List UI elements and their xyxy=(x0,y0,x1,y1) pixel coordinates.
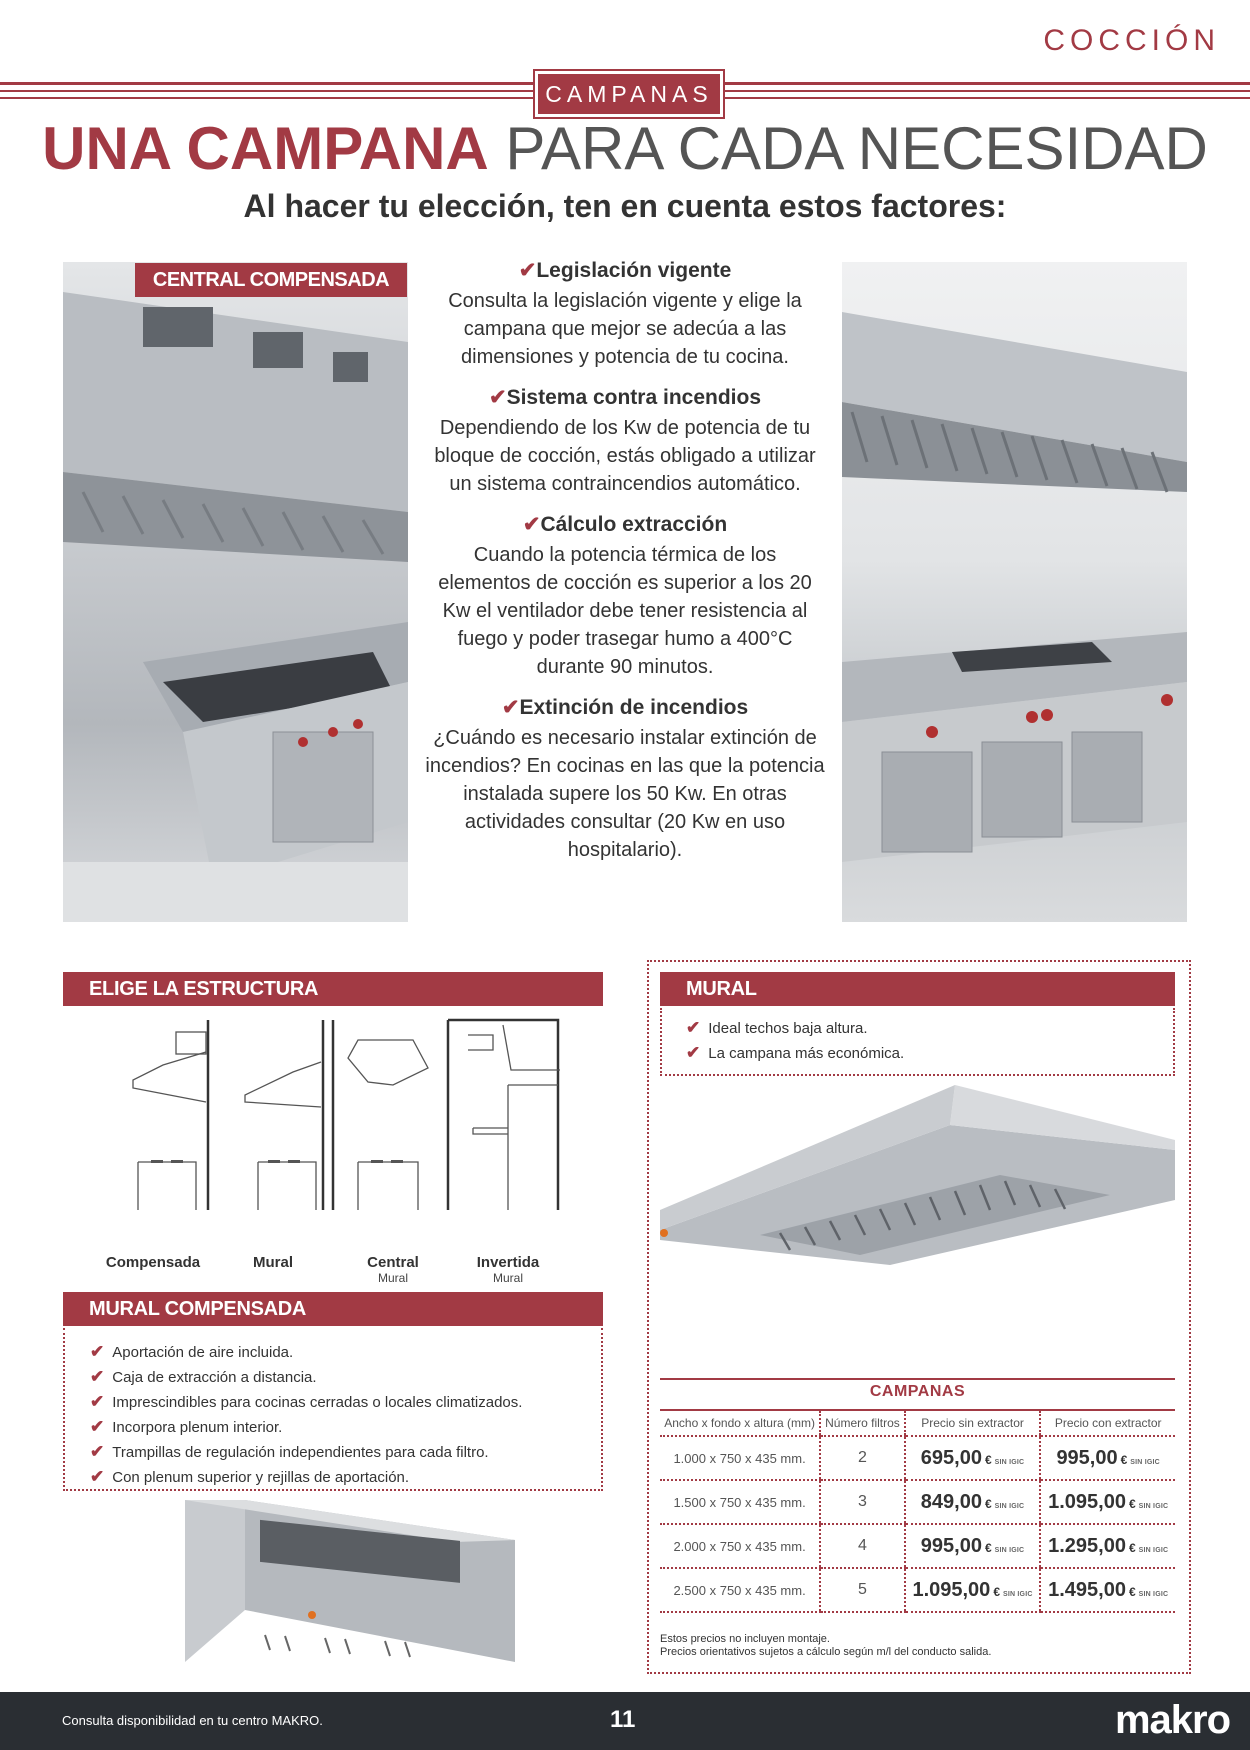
page-subheadline: Al hacer tu elección, ten en cuenta estos factores: xyxy=(243,188,1007,224)
mural-compensada-box xyxy=(63,1328,603,1491)
mural-title: MURAL xyxy=(660,972,1175,1006)
makro-logo: makro xyxy=(1114,1698,1230,1742)
mural-compensada-title: MURAL COMPENSADA xyxy=(63,1292,603,1326)
cell-price-con: 1.495,00 € SIN IGIC xyxy=(1040,1568,1175,1612)
col-header-size: Ancho x fondo x altura (mm) xyxy=(660,1410,820,1436)
photo-central-compensada xyxy=(63,262,408,922)
cell-size: 2.000 x 750 x 435 mm. xyxy=(660,1524,820,1568)
factor-title-text: Sistema contra incendios xyxy=(506,386,762,409)
list-item: ✔ Ideal techos baja altura. xyxy=(686,1018,868,1037)
table-row xyxy=(660,1524,1175,1568)
table-row xyxy=(660,1568,1175,1612)
cell-price-sin: 995,00 € SIN IGIC xyxy=(905,1524,1041,1568)
table-header-row xyxy=(660,1410,1175,1436)
cell-price-con: 1.295,00 € SIN IGIC xyxy=(1040,1524,1175,1568)
mural-features-box xyxy=(660,1008,1175,1076)
check-icon: ✔ xyxy=(90,1392,105,1411)
check-icon: ✔ xyxy=(90,1442,105,1461)
factors-list xyxy=(425,258,825,878)
photo-mural-compensada-hood xyxy=(185,1500,515,1662)
factor-text: Cuando la potencia térmica de los elementos de cocción es superior a los 20 Kw el ventilador debe tener resistencia al fuego y poder trasegar humo a 400°C durante 90 minutos. xyxy=(438,544,812,678)
check-icon: ✔ xyxy=(518,259,537,282)
cell-price-sin: 1.095,00 € SIN IGIC xyxy=(905,1568,1041,1612)
footer-note: Consulta disponibilidad en tu centro MAKRO. xyxy=(62,1713,323,1728)
photo-label: CENTRAL COMPENSADA xyxy=(135,263,407,297)
cell-size: 2.500 x 750 x 435 mm. xyxy=(660,1568,820,1612)
price-table xyxy=(660,1409,1175,1613)
check-icon: ✔ xyxy=(90,1417,105,1436)
cell-price-sin: 849,00 € SIN IGIC xyxy=(905,1480,1041,1524)
factor-title xyxy=(425,512,825,537)
factor-item xyxy=(425,258,825,371)
cell-filters: 4 xyxy=(820,1524,905,1568)
page-number: 11 xyxy=(610,1706,636,1733)
structure-diagram-svg xyxy=(63,1010,603,1210)
check-icon: ✔ xyxy=(522,513,541,536)
category-badge: CAMPANAS xyxy=(535,71,723,117)
structure-sublabel-central: Mural xyxy=(377,1271,408,1285)
table-row xyxy=(660,1480,1175,1524)
list-item: ✔ Caja de extracción a distancia. xyxy=(90,1367,317,1386)
page-headline xyxy=(0,114,1250,184)
headline-bold: UNA CAMPANA xyxy=(42,115,489,182)
check-icon: ✔ xyxy=(488,386,507,409)
list-item: ✔ Incorpora plenum interior. xyxy=(90,1417,283,1436)
structure-sublabel-invertida: Mural xyxy=(492,1271,523,1285)
page-footer xyxy=(0,1692,1250,1750)
factor-item xyxy=(425,695,825,864)
cell-price-con: 995,00 € SIN IGIC xyxy=(1040,1436,1175,1480)
check-icon: ✔ xyxy=(686,1018,701,1037)
note-line: Precios orientativos sujetos a cálculo según m/l del conducto salida. xyxy=(660,1646,992,1658)
cell-price-con: 1.095,00 € SIN IGIC xyxy=(1040,1480,1175,1524)
col-header-filters: Número filtros xyxy=(820,1410,905,1436)
list-item: ✔ Trampillas de regulación independientes para cada filtro. xyxy=(90,1442,489,1461)
cell-size: 1.500 x 750 x 435 mm. xyxy=(660,1480,820,1524)
note-line: Estos precios no incluyen montaje. xyxy=(660,1633,830,1645)
check-icon: ✔ xyxy=(686,1043,701,1062)
factor-title-text: Cálculo extracción xyxy=(540,513,728,536)
table-top-rule xyxy=(660,1378,1175,1380)
list-item: ✔ Con plenum superior y rejillas de aportación. xyxy=(90,1467,410,1486)
factor-title xyxy=(425,258,825,283)
cell-filters: 5 xyxy=(820,1568,905,1612)
table-notes xyxy=(660,1633,991,1659)
col-header-price-extractor: Precio con extractor xyxy=(1040,1410,1175,1436)
cell-filters: 2 xyxy=(820,1436,905,1480)
factor-title-text: Legislación vigente xyxy=(536,259,732,282)
factor-text: Dependiendo de los Kw de potencia de tu bloque de cocción, estás obligado a utilizar un sistema contraincendios automático. xyxy=(434,417,816,495)
col-header-price-no-extractor: Precio sin extractor xyxy=(905,1410,1041,1436)
table-row xyxy=(660,1436,1175,1480)
cell-price-sin: 695,00 € SIN IGIC xyxy=(905,1436,1041,1480)
factor-text: ¿Cuándo es necesario instalar extinción de incendios? En cocinas en las que la potencia instalada supere los 50 Kw. En otras actividades consultar (20 Kw en uso hospitalario). xyxy=(425,727,825,861)
check-icon: ✔ xyxy=(90,1367,105,1386)
estructura-title: ELIGE LA ESTRUCTURA xyxy=(63,972,603,1006)
cell-filters: 3 xyxy=(820,1480,905,1524)
list-item: ✔ Aportación de aire incluida. xyxy=(90,1342,294,1361)
check-icon: ✔ xyxy=(501,696,520,719)
factor-title-text: Extinción de incendios xyxy=(519,696,749,719)
structure-label-central: Central xyxy=(367,1254,419,1271)
mural-features xyxy=(662,1008,1173,1066)
factor-title xyxy=(425,695,825,720)
factor-title xyxy=(425,385,825,410)
structure-label-invertida: Invertida xyxy=(476,1254,540,1271)
photo-kitchen-mural xyxy=(842,262,1187,922)
estructura-diagrams xyxy=(63,1010,603,1290)
structure-label-mural: Mural xyxy=(252,1254,293,1271)
factor-text: Consulta la legislación vigente y elige la campana que mejor se adecúa a las dimensiones y potencia de tu cocina. xyxy=(448,290,802,368)
factor-item xyxy=(425,512,825,681)
table-title: CAMPANAS xyxy=(869,1383,966,1400)
photo-mural-hood xyxy=(660,1085,1175,1285)
cell-size: 1.000 x 750 x 435 mm. xyxy=(660,1436,820,1480)
headline-rest: PARA CADA NECESIDAD xyxy=(488,115,1208,182)
structure-label-compensada: Compensada xyxy=(105,1254,201,1271)
mural-compensada-features xyxy=(65,1328,601,1490)
check-icon: ✔ xyxy=(90,1342,105,1361)
factor-item xyxy=(425,385,825,498)
list-item: ✔ Imprescindibles para cocinas cerradas o locales climatizados. xyxy=(90,1392,523,1411)
list-item: ✔ La campana más económica. xyxy=(686,1043,905,1062)
check-icon: ✔ xyxy=(90,1467,105,1486)
section-title: COCCIÓN xyxy=(1043,24,1220,57)
